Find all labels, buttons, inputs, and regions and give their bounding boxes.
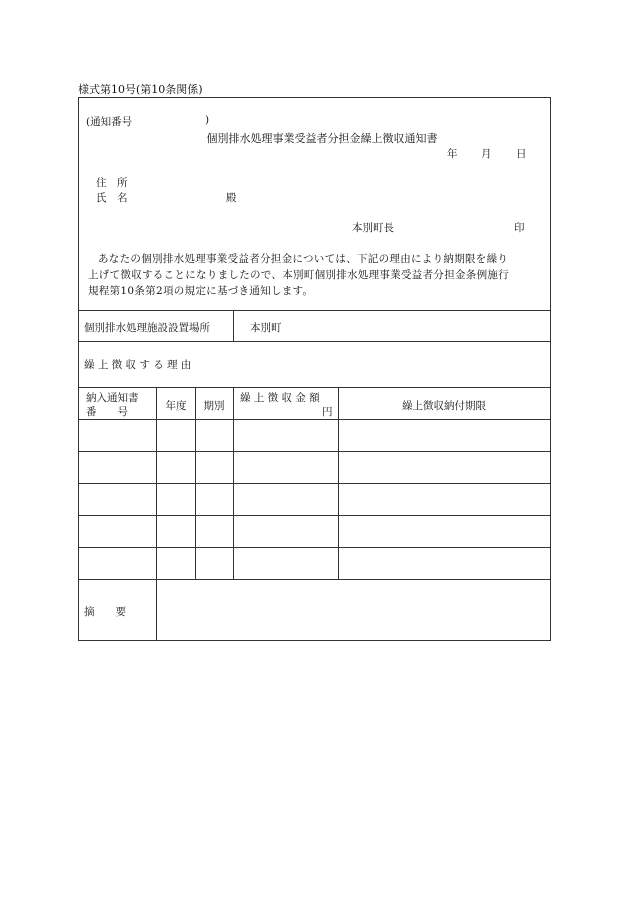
rule xyxy=(78,579,551,580)
name-label: 氏 名 xyxy=(96,192,128,204)
notice-number-label: (通知番号 xyxy=(86,116,133,128)
header-notice-number-1: 納入通知書 xyxy=(86,392,139,404)
header-notice-number-2: 番 号 xyxy=(86,406,128,418)
installation-location-label: 個別排水処理施設設置場所 xyxy=(84,322,210,334)
header-fiscal-year: 年度 xyxy=(165,400,187,412)
installation-location-value: 本別町 xyxy=(250,322,282,334)
header-installment: 期別 xyxy=(203,400,225,412)
remarks-label: 摘 要 xyxy=(84,606,126,618)
rule xyxy=(78,483,551,484)
reason-label: 繰 上 徴 収 す る 理 由 xyxy=(84,359,192,371)
header-due-date: 繰上徴収納付期限 xyxy=(402,400,486,412)
address-label: 住 所 xyxy=(96,177,128,189)
rule xyxy=(156,387,157,579)
header-amount: 繰 上 徴 収 金 額 xyxy=(240,392,320,404)
rule xyxy=(156,579,157,641)
honorific-dono: 殿 xyxy=(226,192,237,204)
body-line-1: あなたの個別排水処理事業受益者分担金については、下記の理由により納期限を繰り xyxy=(98,253,509,265)
body-line-3: 規程第10条第2項の規定に基づき通知します。 xyxy=(88,285,314,297)
rule xyxy=(78,419,551,420)
issuer-title: 本別町長 xyxy=(352,222,394,234)
rule xyxy=(78,310,551,311)
rule xyxy=(78,515,551,516)
date-year: 年 xyxy=(447,148,458,160)
document-title: 個別排水処理事業受益者分担金繰上徴収通知書 xyxy=(206,132,438,145)
date-month: 月 xyxy=(481,148,492,160)
form-number-label: 様式第10号(第10条関係) xyxy=(78,83,203,96)
rule xyxy=(78,547,551,548)
seal-mark: 印 xyxy=(514,222,525,234)
notice-number-close: ) xyxy=(205,114,210,126)
rule xyxy=(78,387,551,388)
rule xyxy=(78,451,551,452)
rule xyxy=(338,387,339,579)
rule xyxy=(233,310,234,341)
rule xyxy=(233,387,234,579)
rule xyxy=(78,341,551,342)
rule xyxy=(195,387,196,579)
header-amount-unit: 円 xyxy=(322,406,333,418)
date-day: 日 xyxy=(516,148,527,160)
body-line-2: 上げて徴収することになりましたので、本別町個別排水処理事業受益者分担金条例施行 xyxy=(88,269,509,281)
